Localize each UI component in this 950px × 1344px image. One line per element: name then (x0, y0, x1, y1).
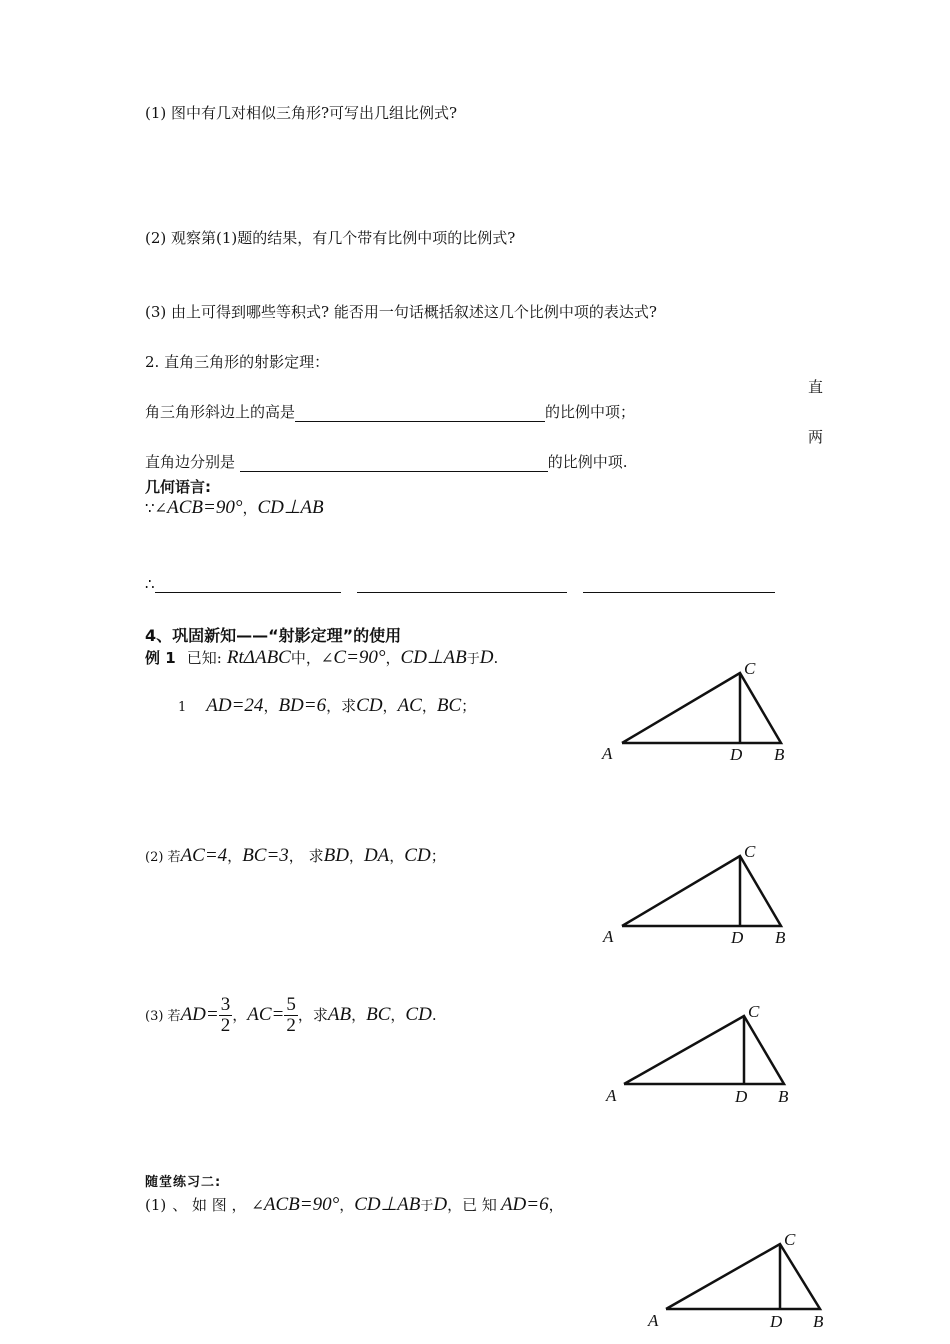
triangle-figure-3 (600, 1002, 800, 1110)
triangle-figure-4 (642, 1228, 842, 1344)
geo-language-label: 几何语言: (145, 478, 211, 496)
given-line: ∵∠ACB=90°，CD⊥AB (145, 497, 324, 518)
side-char-1: 直 (808, 378, 824, 396)
triangle-figure-2 (598, 843, 798, 951)
label-b: B (813, 1312, 824, 1331)
label-a: A (602, 744, 613, 763)
question-1: (1) 图中有几对相似三角形?可写出几组比例式? (145, 104, 458, 122)
blank-3[interactable] (155, 576, 341, 593)
problem-2: (2) 若AC=4，BC=3， 求BD，DA，CD； (145, 845, 446, 866)
side-char-2: 两 (808, 428, 824, 446)
triangle-figure-1 (598, 660, 798, 768)
problem-3: (3) 若AD= $\frac{3}{2}$ ，AC= $\frac{5}{2}$ ，求AB，BC，CD. (145, 994, 437, 1036)
practice-title: 随堂练习二: (145, 1175, 222, 1190)
blank-4[interactable] (357, 576, 567, 593)
question-3: (3) 由上可得到哪些等积式? 能否用一句话概括叙述这几个比例中项的表达式? (145, 303, 657, 321)
label-d: D (770, 1312, 783, 1331)
example-1-stem: 例 1 已知: RtΔABC中，∠C=90°，CD⊥AB于D. (145, 647, 499, 668)
question-2: (2) 观察第(1)题的结果，有几个带有比例中项的比例式? (145, 229, 516, 247)
line1-prefix: 角三角形斜边上的高是 (145, 403, 296, 421)
label-b: B (775, 928, 786, 947)
label-d: D (735, 1087, 748, 1106)
label-d: D (730, 745, 743, 764)
blank-1[interactable] (295, 405, 545, 422)
label-c: C (748, 1002, 760, 1021)
problem-1: 1 AD=24，BD=6，求CD，AC，BC； (178, 695, 477, 716)
line1-suffix: 的比例中项； (545, 403, 636, 421)
label-a: A (603, 927, 614, 946)
fraction-5-2: $\frac{5}{2}$ (286, 994, 296, 1036)
therefore-line (145, 574, 775, 593)
blank-5[interactable] (583, 576, 775, 593)
label-b: B (778, 1087, 789, 1106)
label-d: D (731, 928, 744, 947)
label-c: C (784, 1230, 796, 1249)
example-1-label: 例 1 (145, 649, 176, 667)
therefore-symbol: ∴ (145, 575, 155, 593)
label-a: A (648, 1311, 659, 1330)
theorem-title: 2. 直角三角形的射影定理： (145, 353, 330, 371)
theorem-line-2 (145, 451, 628, 472)
label-b: B (774, 745, 785, 764)
angle-acb: ACB=90° (167, 497, 243, 518)
label-c: C (744, 843, 756, 861)
line2-prefix: 直角边分别是 (145, 453, 240, 471)
cd-perp-ab: CD⊥AB (257, 497, 324, 518)
because-symbol: ∵∠ (145, 499, 168, 517)
theorem-line-1 (145, 401, 635, 422)
label-a: A (606, 1086, 617, 1105)
practice-1: (1) 、 如 图 ， ∠ACB=90°，CD⊥AB于D，已 知 AD=6， (145, 1194, 564, 1215)
section-4-title: 4、巩固新知——“射影定理”的使用 (145, 626, 402, 645)
fraction-3-2: $\frac{3}{2}$ (220, 994, 231, 1036)
blank-2[interactable] (240, 455, 548, 472)
line2-suffix: 的比例中项. (547, 453, 628, 471)
label-c: C (744, 660, 756, 678)
